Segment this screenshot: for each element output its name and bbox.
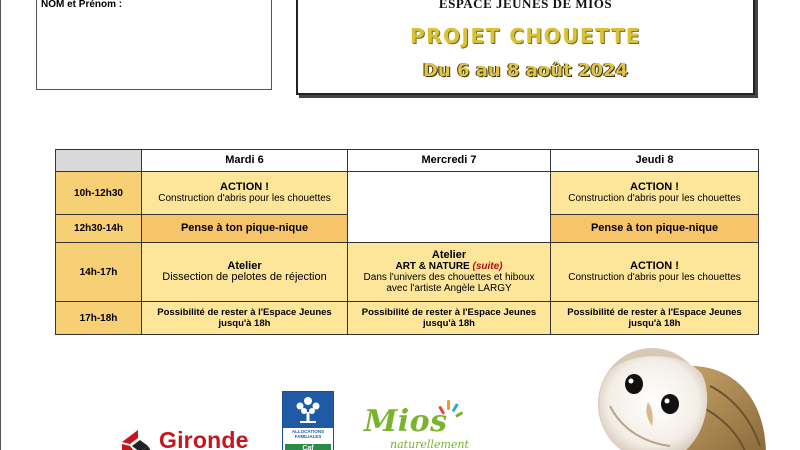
activity-cell-mardi: [142, 215, 348, 243]
activity-cell-jeudi: [551, 302, 759, 335]
caf-foot: Caf: [285, 444, 331, 450]
activity-cell-mercredi: [348, 302, 551, 335]
caf-line1: ALLOCATIONS: [291, 429, 325, 434]
activity-title: Atelier: [227, 260, 262, 272]
page-edge: [0, 0, 1, 450]
table-row: [56, 243, 759, 302]
activity-text: Construction d'abris pour les chouettes: [568, 193, 741, 204]
table-row: [56, 172, 759, 215]
activity-text: Dissection de pelotes de réjection: [162, 271, 327, 283]
stay-text-line2: jusqu'à 18h: [218, 318, 271, 329]
activity-text-line1: Dans l'univers des chouettes et hiboux: [363, 272, 535, 283]
stay-text-line1: Possibilité de rester à l'Espace Jeunes: [361, 307, 537, 318]
activity-text: Construction d'abris pour les chouettes: [158, 193, 331, 204]
stay-text-line2: jusqu'à 18h: [423, 318, 475, 329]
gironde-text: Gironde: [159, 427, 249, 450]
caf-text: [283, 429, 333, 439]
activity-text: Construction d'abris pour les chouettes: [568, 272, 741, 283]
header-blank-cell: [56, 150, 142, 172]
caf-emblem-icon: [283, 392, 333, 428]
time-cell: 10h-12h30: [56, 172, 142, 215]
activity-title: ACTION !: [630, 260, 679, 272]
name-box[interactable]: [36, 0, 272, 90]
header-dates: Du 6 au 8 août 2024: [422, 60, 629, 81]
activity-cell-jeudi: [551, 215, 759, 243]
activity-cell-jeudi: [551, 243, 759, 302]
header-title: PROJET CHOUETTE: [410, 24, 641, 48]
table-header-row: [56, 150, 759, 172]
activity-subtitle: [348, 261, 550, 272]
activity-cell-mardi: [142, 172, 348, 215]
activity-title: ACTION !: [630, 181, 679, 193]
activity-cell-mercredi: [348, 243, 551, 302]
header-subtitle: ESPACE JEUNES DE MIOS: [438, 0, 613, 11]
stay-text-line2: jusqu'à 18h: [628, 318, 681, 329]
time-cell: 12h30-14h: [56, 215, 142, 243]
stay-text-line1: Possibilité de rester à l'Espace Jeunes: [157, 307, 332, 318]
gironde-logo-icon: [120, 426, 270, 450]
table-row: [56, 302, 759, 335]
column-header-jeudi: Jeudi 8: [551, 150, 759, 172]
activity-title: ACTION !: [220, 181, 269, 193]
activity-cell-mardi: [142, 302, 348, 335]
schedule-table: [55, 149, 759, 335]
barn-owl-photo-icon: [590, 346, 766, 450]
column-header-mercredi: Mercredi 7: [348, 150, 551, 172]
activity-cell-mardi: [142, 243, 348, 302]
family-tree-icon: [283, 392, 333, 428]
mios-subtext: naturellement: [390, 438, 469, 450]
caf-logo-icon: [282, 391, 334, 450]
picnic-text: Pense à ton pique-nique: [180, 222, 309, 234]
name-label: NOM et Prénom :: [41, 0, 123, 10]
column-header-mardi: Mardi 6: [142, 150, 348, 172]
header-box: [296, 0, 755, 95]
activity-title: Atelier: [431, 249, 467, 261]
activity-cell-jeudi: [551, 172, 759, 215]
time-cell: 14h-17h: [56, 243, 142, 302]
suite-label: (suite): [472, 261, 503, 272]
empty-cell-mercredi: [348, 172, 551, 243]
picnic-text: Pense à ton pique-nique: [590, 222, 719, 234]
mios-logo-icon: [358, 398, 468, 450]
caf-line2: FAMILIALES: [294, 434, 322, 439]
mios-text: Mios: [364, 404, 448, 439]
stay-text-line1: Possibilité de rester à l'Espace Jeunes: [567, 307, 742, 318]
gironde-mark-icon: [120, 426, 160, 450]
time-cell: 17h-18h: [56, 302, 142, 335]
art-nature-label: ART & NATURE: [395, 261, 470, 272]
activity-text-line2: avec l'artiste Angèle LARGY: [386, 283, 512, 294]
